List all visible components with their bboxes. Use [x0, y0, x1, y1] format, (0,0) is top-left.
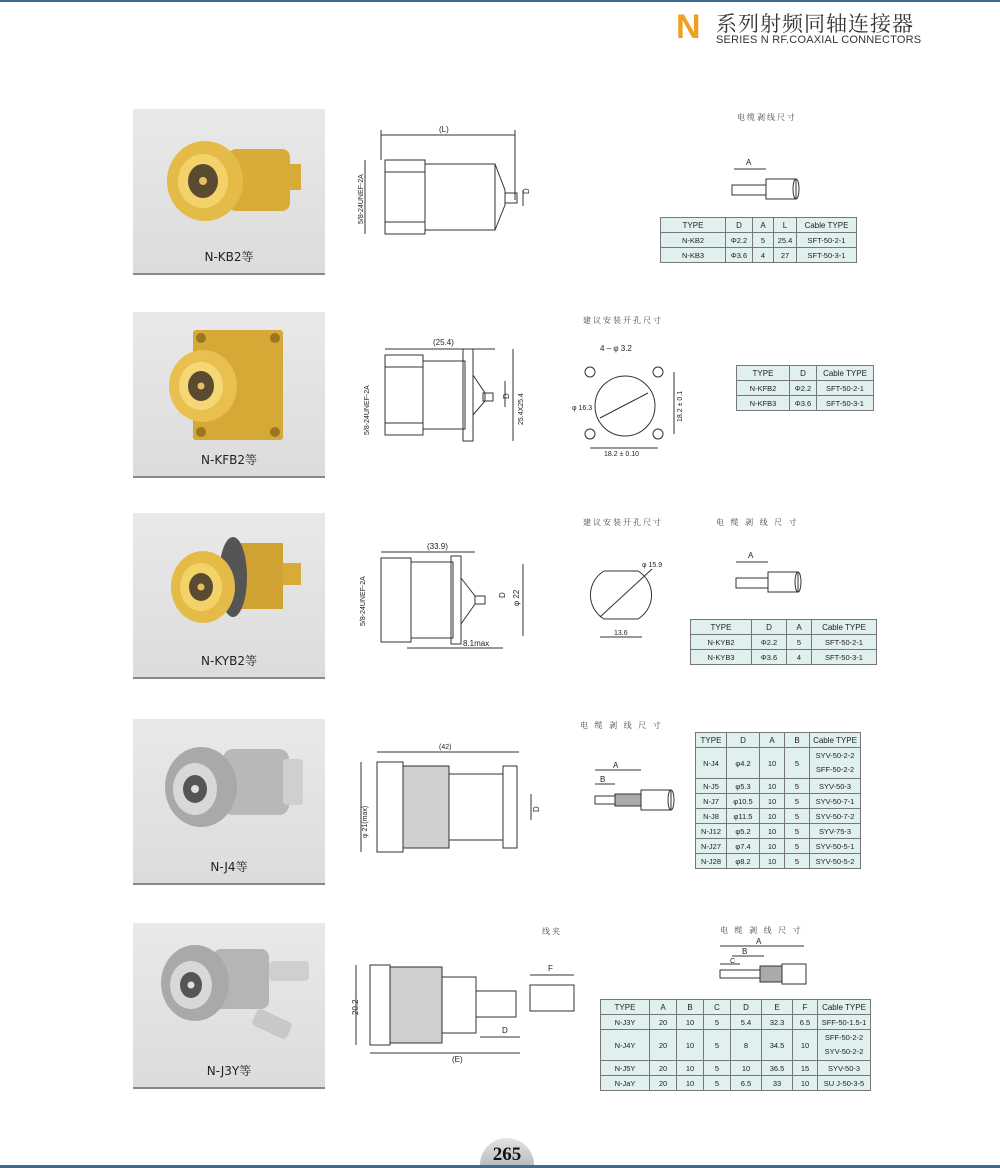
table-cell: φ5.3 [727, 779, 760, 794]
col-header: Cable TYPE [818, 1000, 871, 1015]
strip-diagram [712, 936, 812, 990]
table-cell: φ8.2 [727, 854, 760, 869]
table-header-row [691, 620, 877, 635]
series-letter: N [676, 8, 701, 46]
table-cell: 36.5 [762, 1061, 793, 1076]
table-cell: 10 [760, 839, 785, 854]
table-cell: 34.5 [762, 1030, 793, 1061]
strip-diagram [585, 760, 685, 815]
hole-caption: 建议安装开孔尺寸 [583, 518, 663, 527]
table-cell: SYV-75-3 [810, 824, 861, 839]
table-cell: 10 [760, 794, 785, 809]
table-cell: 5 [785, 748, 810, 779]
table-cell: 5 [704, 1076, 731, 1091]
table-cell: 32.3 [762, 1015, 793, 1030]
strip-caption: 电缆剥线尺寸 [737, 113, 797, 122]
table-row [696, 809, 861, 824]
dim-L: (42) [439, 744, 452, 751]
clamp-caption: 线夹 [542, 927, 562, 936]
strip-caption: 电 缆 剥 线 尺 寸 [580, 721, 663, 730]
dim-flange: 25.4X25.4 [518, 393, 525, 425]
col-header: Cable TYPE [810, 733, 861, 748]
page-title-en: SERIES N RF.COAXIAL CONNECTORS [716, 34, 922, 46]
col-header: A [650, 1000, 677, 1015]
dim-dia: φ 22 [512, 589, 521, 606]
page-title-cn: 系列射频同轴连接器 [716, 12, 914, 36]
table-cell: 10 [760, 809, 785, 824]
table-cell: 10 [677, 1015, 704, 1030]
col-header: D [752, 620, 787, 635]
table-cell: φ7.4 [727, 839, 760, 854]
table-cell: SFT-50-3-1 [812, 650, 877, 665]
table-cell: 5 [704, 1030, 731, 1061]
table-cell: N-KB2 [661, 233, 726, 248]
table-cell: SU J-50-3-5 [818, 1076, 871, 1091]
table-cell: 20 [650, 1030, 677, 1061]
connector-image [133, 513, 325, 653]
table-row [696, 824, 861, 839]
dim-w: 13.6 [614, 630, 628, 637]
table-cell: 20 [650, 1015, 677, 1030]
table-cell: N-J7 [696, 794, 727, 809]
table-cell: SYV-50-5-2 [810, 854, 861, 869]
dim-F: F [548, 964, 553, 973]
col-header: Cable TYPE [812, 620, 877, 635]
table-cell: SYV-50-3 [818, 1061, 871, 1076]
dim-D: D [498, 592, 507, 598]
table-cell: N-J3Y [601, 1015, 650, 1030]
col-header: A [760, 733, 785, 748]
table-cell: SFT-50-3-1 [817, 396, 874, 411]
table-cell: 33 [762, 1076, 793, 1091]
dim-D: D [522, 188, 531, 194]
strip-A: A [748, 551, 754, 560]
col-header: F [793, 1000, 818, 1015]
page-number-tab [480, 1138, 534, 1168]
table-cell-text: SYV-50-2-2 [824, 1047, 864, 1056]
dim-dia: 20.2 [351, 999, 360, 1015]
table-cell: 5 [753, 233, 774, 248]
table-cell: 10 [793, 1030, 818, 1061]
table-cell: N-J8 [696, 809, 727, 824]
table-cell: φ11.5 [727, 809, 760, 824]
drawing-nkyb2 [355, 540, 535, 665]
strip-B: B [742, 947, 748, 956]
table-cell: Φ3.6 [726, 248, 753, 263]
product-photo-nj4 [133, 719, 325, 885]
dim-dia: φ 16.3 [572, 405, 593, 412]
table-header-row [601, 1000, 871, 1015]
table-cell: Φ3.6 [752, 650, 787, 665]
table-cell: N-J27 [696, 839, 727, 854]
table-cell: 5 [785, 809, 810, 824]
spec-table-nkfb2 [736, 365, 874, 411]
col-header: D [731, 1000, 762, 1015]
spec-table-nj4 [695, 732, 861, 869]
strip-A: A [746, 158, 752, 167]
col-header: L [774, 218, 797, 233]
table-cell: 10 [760, 824, 785, 839]
table-cell: 6.5 [731, 1076, 762, 1091]
table-row [696, 839, 861, 854]
table-cell: N-KB3 [661, 248, 726, 263]
table-cell: 5 [704, 1015, 731, 1030]
product-photo-nkyb2 [133, 513, 325, 679]
strip-A: A [613, 761, 619, 770]
table-cell: SFT-50-3-1 [797, 248, 857, 263]
table-cell: 5 [787, 635, 812, 650]
col-header: Cable TYPE [817, 366, 874, 381]
table-cell: Φ2.2 [726, 233, 753, 248]
drawing-nj4 [355, 742, 555, 862]
dim-h: 18.2 ± 0.10 [604, 451, 639, 458]
spec-table-nkb2 [660, 217, 857, 263]
table-cell: 15 [793, 1061, 818, 1076]
col-header: C [704, 1000, 731, 1015]
table-cell: 27 [774, 248, 797, 263]
table-cell: 25.4 [774, 233, 797, 248]
dim-holes: 4 – φ 3.2 [600, 344, 632, 353]
product-photo-nj3y [133, 923, 325, 1089]
table-cell: N-J4 [696, 748, 727, 779]
col-header: TYPE [696, 733, 727, 748]
table-cell: 20 [650, 1076, 677, 1091]
col-header: B [785, 733, 810, 748]
spec-table-nj3y [600, 999, 871, 1091]
product-label: N-J4等 [210, 860, 248, 874]
dim-D: D [502, 393, 511, 399]
dim-v: 18.2 ± 0.1 [677, 390, 684, 422]
dim-thread: 5/8-24UNEF-2A [358, 174, 365, 224]
table-row [696, 748, 861, 779]
table-cell: N-KYB3 [691, 650, 752, 665]
strip-caption: 电 缆 剥 线 尺 寸 [720, 926, 803, 935]
table-cell: 10 [760, 854, 785, 869]
table-cell: Φ3.6 [790, 396, 817, 411]
table-header-row [696, 733, 861, 748]
col-header: E [762, 1000, 793, 1015]
table-cell: 10 [677, 1030, 704, 1061]
table-cell: 5 [785, 824, 810, 839]
table-cell: 4 [753, 248, 774, 263]
table-row [691, 635, 877, 650]
table-cell: SFF-50-1.5-1 [818, 1015, 871, 1030]
table-cell: N-JaY [601, 1076, 650, 1091]
dim-L: (25.4) [433, 338, 454, 347]
table-cell: SYV-50-7-1 [810, 794, 861, 809]
table-cell: 5 [785, 794, 810, 809]
connector-image [133, 719, 325, 859]
table-cell: 10 [731, 1061, 762, 1076]
col-header: A [753, 218, 774, 233]
table-cell: SYV-50-7-2 [810, 809, 861, 824]
dim-L: (33.9) [427, 542, 448, 551]
table-row [601, 1076, 871, 1091]
strip-A: A [756, 937, 762, 946]
dim-thread: 5/8-24UNEF-2A [364, 385, 371, 435]
table-row [696, 854, 861, 869]
table-cell: 20 [650, 1061, 677, 1076]
drawing-nkb2 [355, 120, 545, 245]
table-cell-text: SYV-50-2-2 [815, 751, 855, 760]
table-cell: Φ2.2 [752, 635, 787, 650]
hole-diagram [570, 338, 690, 460]
dim-max: 8.1max [463, 639, 490, 648]
product-label: N-KB2等 [204, 250, 254, 264]
table-row [737, 396, 874, 411]
table-cell: 10 [760, 748, 785, 779]
drawing-nj3y [350, 955, 590, 1065]
strip-diagram [720, 155, 810, 205]
col-header: D [727, 733, 760, 748]
table-row [601, 1030, 871, 1061]
table-cell: N-KFB2 [737, 381, 790, 396]
product-photo-nkfb2 [133, 312, 325, 478]
table-cell: SFT-50-2-1 [817, 381, 874, 396]
table-row [737, 381, 874, 396]
table-row [661, 248, 857, 263]
col-header: D [726, 218, 753, 233]
table-cell: N-J5 [696, 779, 727, 794]
table-cell: N-J12 [696, 824, 727, 839]
table-cell: 5.4 [731, 1015, 762, 1030]
dim-dia: φ 21(max) [362, 805, 369, 838]
col-header: TYPE [737, 366, 790, 381]
table-cell: SFT-50-2-1 [812, 635, 877, 650]
col-header: A [787, 620, 812, 635]
table-cell: N-KYB2 [691, 635, 752, 650]
dim-D: D [502, 1026, 508, 1035]
connector-image [133, 109, 325, 249]
table-header-row [737, 366, 874, 381]
col-header: B [677, 1000, 704, 1015]
product-label: N-KFB2等 [201, 453, 257, 467]
table-row [661, 233, 857, 248]
table-cell: SFT-50-2-1 [797, 233, 857, 248]
table-cell: 5 [785, 854, 810, 869]
hole-caption: 建议安装开孔尺寸 [583, 316, 663, 325]
table-cell: 10 [677, 1061, 704, 1076]
dim-thread: 5/8-24UNEF-2A [360, 576, 367, 626]
table-cell-text: SFF-50-2-2 [815, 765, 855, 774]
table-cell: N-KFB3 [737, 396, 790, 411]
table-cell-text: SFF-50-2-2 [824, 1033, 864, 1042]
connector-image [133, 923, 325, 1063]
table-cell: 5 [704, 1061, 731, 1076]
table-cell: 10 [677, 1076, 704, 1091]
dim-E: (E) [452, 1055, 463, 1064]
table-row [601, 1061, 871, 1076]
col-header: D [790, 366, 817, 381]
table-cell: φ5.2 [727, 824, 760, 839]
drawing-nkfb2 [355, 335, 535, 460]
col-header: TYPE [661, 218, 726, 233]
table-header-row [661, 218, 857, 233]
hole-diagram [590, 555, 680, 645]
col-header: TYPE [691, 620, 752, 635]
table-cell: 5 [785, 839, 810, 854]
table-cell: 5 [785, 779, 810, 794]
table-cell: SYV-50-3 [810, 779, 861, 794]
table-cell: N-J28 [696, 854, 727, 869]
table-cell: Φ2.2 [790, 381, 817, 396]
table-cell: N-J4Y [601, 1030, 650, 1061]
table-cell: 10 [793, 1076, 818, 1091]
table-row [696, 779, 861, 794]
table-row [696, 794, 861, 809]
strip-C: C [730, 958, 736, 965]
table-cell: 6.5 [793, 1015, 818, 1030]
table-cell: SYV-50-5-1 [810, 839, 861, 854]
product-label: N-J3Y等 [206, 1064, 252, 1078]
table-cell: N-J5Y [601, 1061, 650, 1076]
page-number: 265 [492, 1144, 522, 1165]
table-row [601, 1015, 871, 1030]
table-cell: 4 [787, 650, 812, 665]
strip-B: B [600, 775, 606, 784]
connector-image [133, 312, 325, 452]
table-cell: φ10.5 [727, 794, 760, 809]
top-rule [0, 0, 1000, 2]
product-label: N-KYB2等 [201, 654, 257, 668]
dim-L: (L) [439, 125, 449, 134]
strip-diagram [722, 548, 812, 598]
table-cell: 8 [731, 1030, 762, 1061]
col-header: TYPE [601, 1000, 650, 1015]
table-cell: φ4.2 [727, 748, 760, 779]
spec-table-nkyb2 [690, 619, 877, 665]
strip-caption: 电 缆 剥 线 尺 寸 [716, 518, 799, 527]
table-cell: 10 [760, 779, 785, 794]
dim-dia: φ 15.9 [642, 562, 663, 569]
product-photo-nkb2 [133, 109, 325, 275]
dim-D: D [532, 806, 541, 812]
col-header: Cable TYPE [797, 218, 857, 233]
table-row [691, 650, 877, 665]
